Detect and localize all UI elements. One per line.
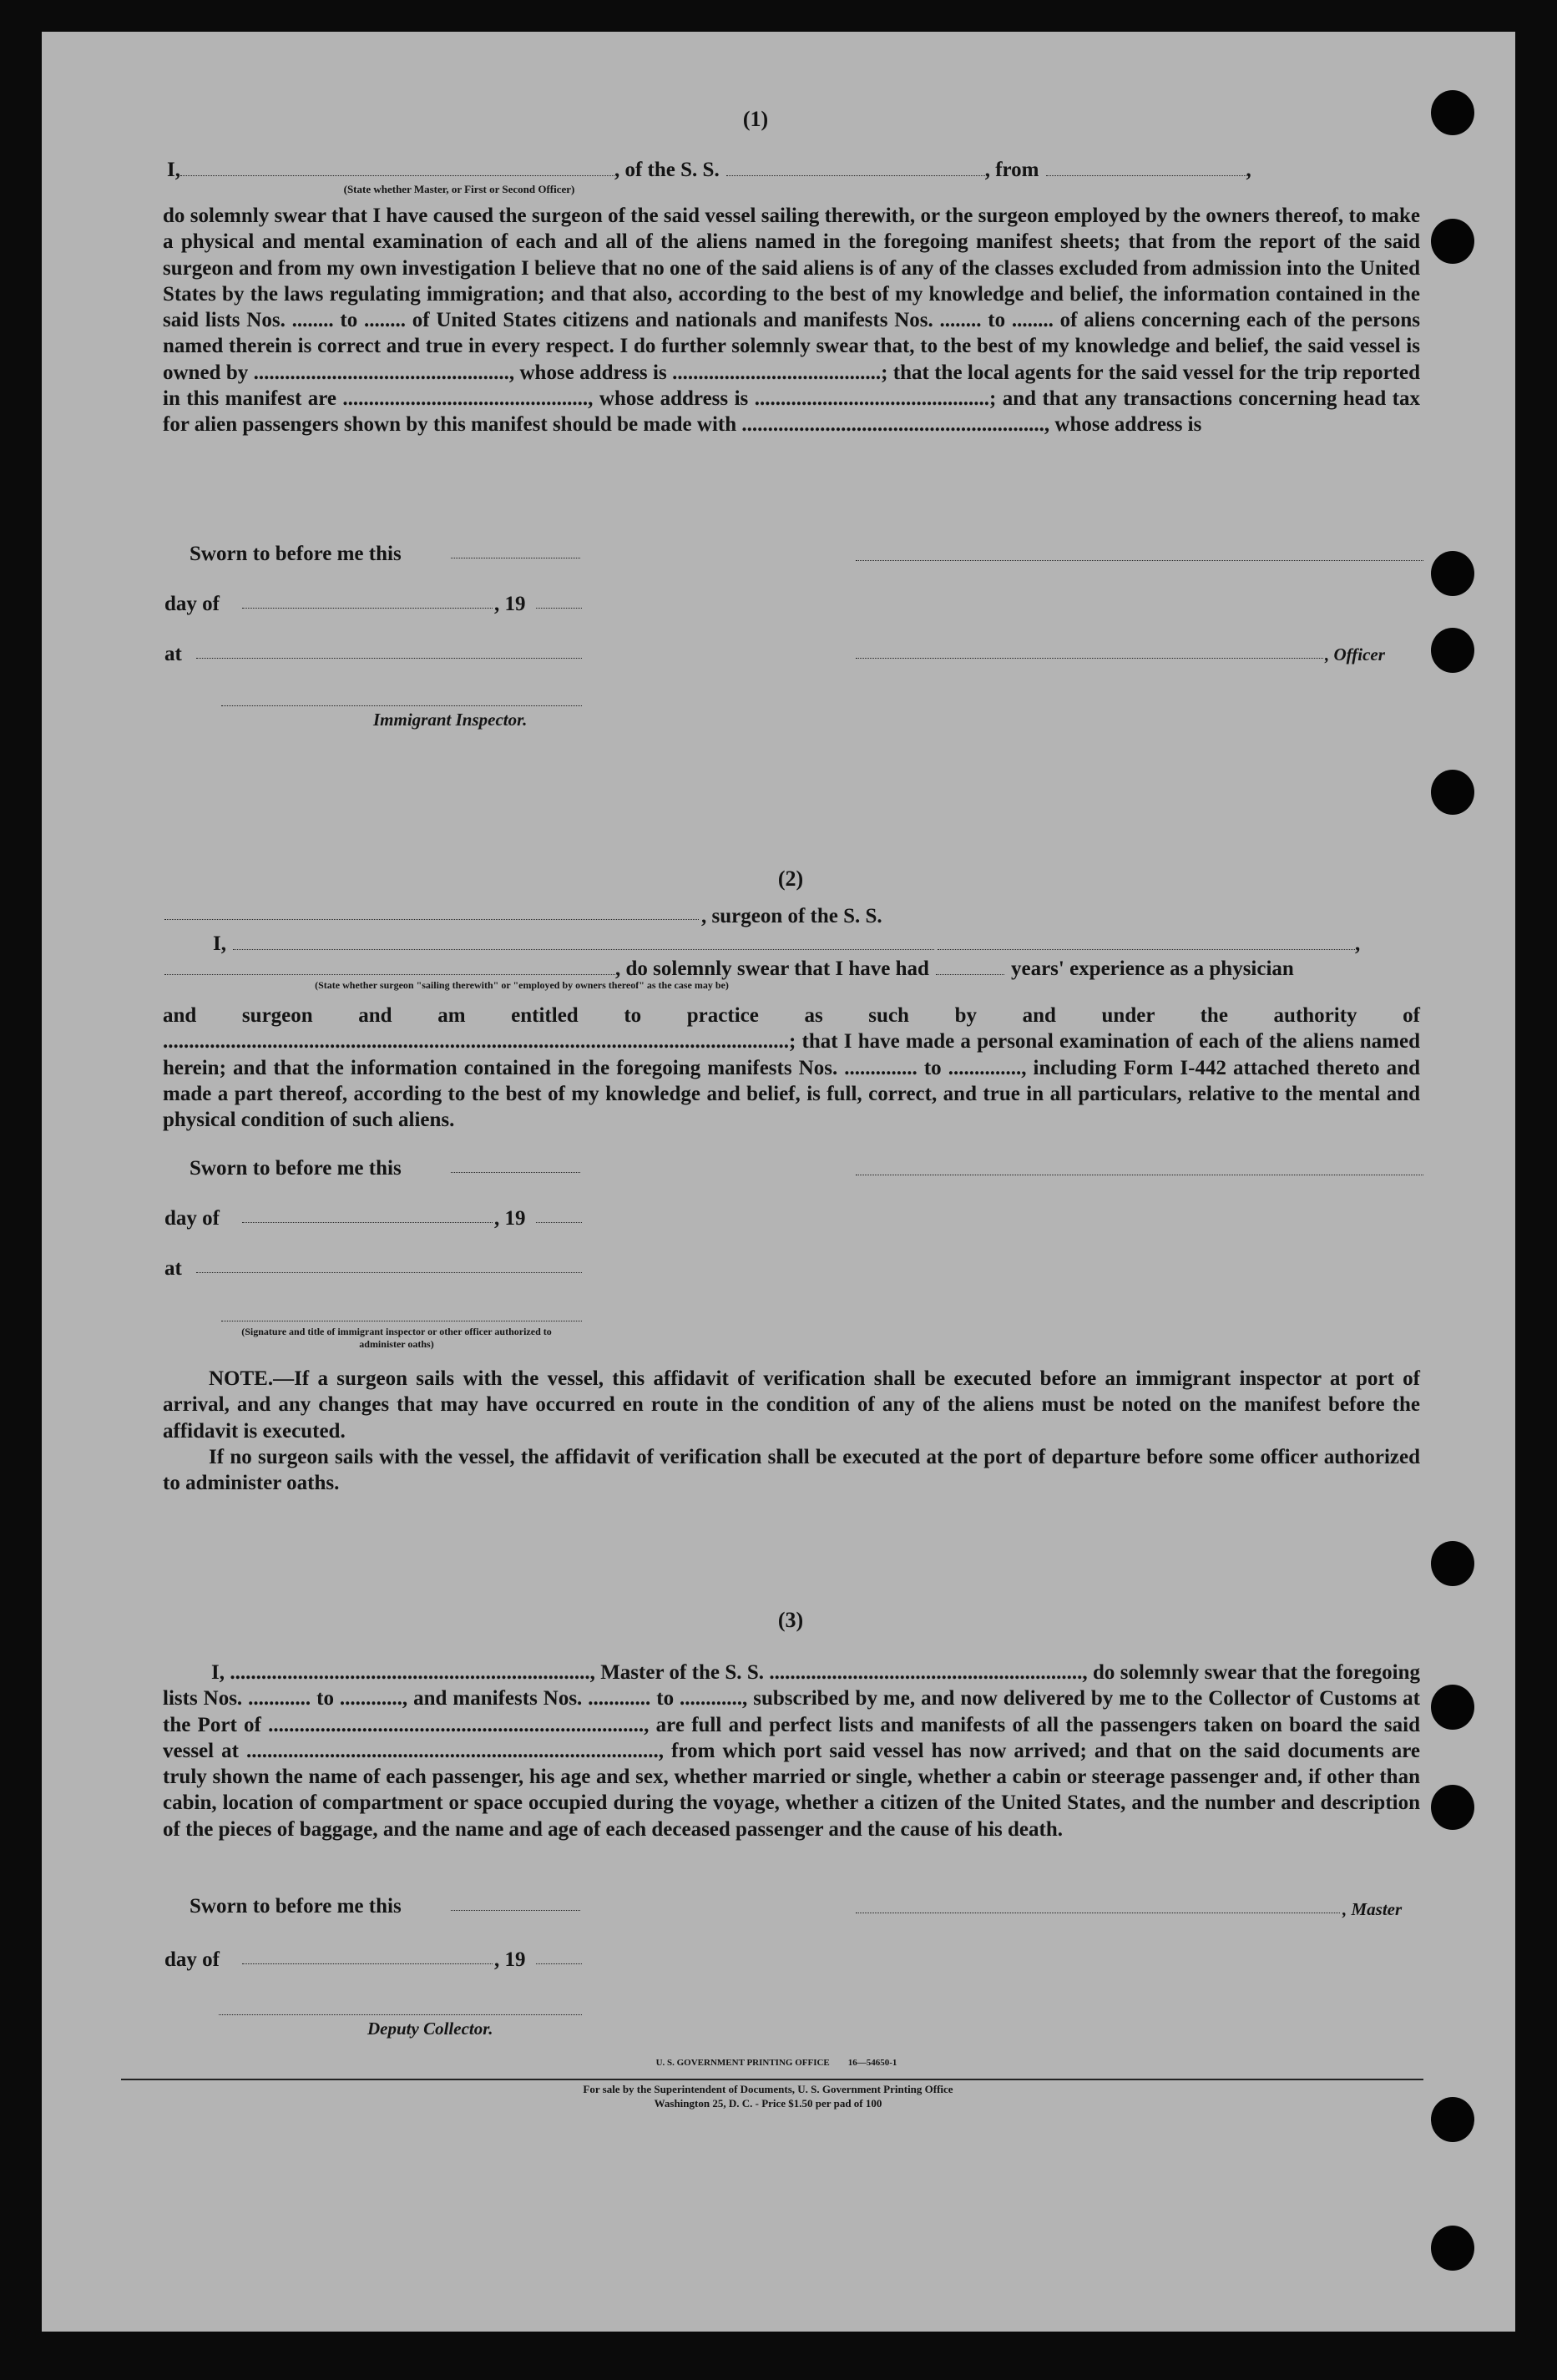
year-field-2[interactable] [536,1222,582,1223]
officer-name-field[interactable] [180,157,614,176]
year-label-1: , 19 [494,593,526,615]
officer-caption: , Officer [1325,644,1385,664]
day-of-field-3[interactable] [242,1963,493,1964]
from-port-field[interactable] [1046,157,1246,176]
surgeon-name-field[interactable] [233,931,934,950]
day-of-label-2: day of [164,1207,220,1230]
master-caption: (State whether Master, or First or Second Officer) [343,183,575,195]
section-3-paragraph: I, ....................................................................., Master of the S. S. ............................................................, do solemnly swear that the foregoing lists Nos. ............ to ............, and manifests Nos. ............ to ............, subscribed by me, and now delivered by me to the Collector of Customs at the Port of ........................................................................, are full and perfect lists and manifests of all the passengers taken on board the said vessel at ..............................................................................., from which port said vessel has now arrived; and that on the said documents are truly shown the name of each passenger, his age and sex, whether married or single, whether a cabin or steerage passenger and, if other than cabin, location of compartment or space occupied during the voyage, whether a citizen of the United States, and the number and description of the pieces of baggage, and the name and age of each deceased passenger and the cause of his death. [163,1661,1420,1841]
years-field[interactable] [936,956,1004,975]
sig-caption: (Signature and title of immigrant inspector or other officer authorized to administer oaths) [241,1326,552,1350]
surgeon-ss-label: , surgeon of the S. S. [701,905,882,927]
punch-hole [1431,1685,1474,1730]
day-of-field-2[interactable] [242,1222,493,1223]
section-1-master-line [167,157,1251,182]
collector-caption: Deputy Collector. [367,2019,493,2039]
surgeon-vessel-field[interactable] [938,931,1355,950]
inspector-caption: Immigrant Inspector. [373,710,528,730]
officer-title-line[interactable] [856,658,1323,659]
surgeon-caption: (State whether surgeon "sailing therewith" or "employed by owners thereof" as the case may be) [315,979,729,991]
inspector-signature-line[interactable] [221,705,582,706]
i-label: I, [167,159,180,181]
sale-line-2: Washington 25, D. C. - Price $1.50 per pad of 100 [654,2097,882,2110]
punch-hole [1431,2097,1474,2142]
solemnly-label: , do solemnly swear that I have had [615,958,929,980]
sworn-date-field-2[interactable] [451,1172,580,1173]
at-field-2[interactable] [196,1272,582,1273]
footer-rule [121,2079,1423,2080]
sworn-date-field-3[interactable] [451,1910,580,1911]
i-label-2: I, [213,932,226,955]
surgeon-name-field-top[interactable] [164,919,699,920]
year-label-2: , 19 [494,1207,526,1230]
day-of-label-3: day of [164,1948,220,1971]
master-caption: , Master [1342,1899,1403,1919]
section-2-experience-line [164,956,1294,981]
section-3-number: (3) [777,1608,804,1632]
section-2-number: (2) [777,867,804,891]
collector-signature-line[interactable] [219,2014,582,2015]
section-1-number: (1) [742,107,769,131]
surgeon-status-field[interactable] [164,956,615,975]
form-page [42,32,1515,2332]
at-label-1: at [164,643,182,665]
year-label-3: , 19 [494,1948,526,1971]
sale-line-1: For sale by the Superintendent of Documents, U. S. Government Printing Office [583,2083,953,2095]
section-2-paragraph: and surgeon and am entitled to practice as such by and under the authority of ........................................................................................................................; that I have made a personal examination of each of the aliens named herein; and that the information contained in the foregoing manifests Nos. .............. to .............., including Form I-442 attached thereto and made a part thereof, according to the best of my knowledge and belief, is full, correct, and true in all particulars, relative to the mental and physical condition of such aliens. [163,1004,1420,1132]
year-field-3[interactable] [536,1963,582,1964]
punch-hole [1431,219,1474,264]
sworn-label-3: Sworn to before me this [190,1895,402,1918]
experience-label: years' experience as a physician [1010,958,1294,980]
section-2-surgeon-line [213,931,1360,956]
note-paragraph-2: If no surgeon sails with the vessel, the affidavit of verification shall be executed at the port of departure before some officer authorized to administer oaths. [163,1446,1420,1495]
note-paragraph: NOTE.—If a surgeon sails with the vessel, this affidavit of verification shall be executed before an immigrant inspector at port of arrival, and any changes that may have occurred en route in the condition of any of the aliens must be noted on the manifest before the affidavit is executed. [163,1367,1420,1443]
punch-hole [1431,90,1474,135]
officer-signature-line[interactable] [856,560,1423,561]
line-end-comma-2: , [1354,932,1361,955]
punch-hole [1431,628,1474,673]
punch-hole [1431,770,1474,815]
line-end-comma: , [1246,159,1251,181]
gpo-imprint: U. S. GOVERNMENT PRINTING OFFICE 16—54650-1 [655,2058,897,2068]
ss-label: , of the S. S. [614,159,720,181]
at-label-2: at [164,1257,182,1280]
sworn-label-1: Sworn to before me this [190,543,402,565]
sworn-label-2: Sworn to before me this [190,1157,402,1180]
day-of-label-1: day of [164,593,220,615]
at-field-1[interactable] [196,658,582,659]
vessel-name-field[interactable] [726,157,985,176]
section-1-paragraph: do solemnly swear that I have caused the surgeon of the said vessel sailing therewith, or the surgeon employed by the owners thereof, to make a physical and mental examination of each and all of the aliens named in the foregoing manifest sheets; that from the report of the said surgeon and from my own investigation I believe that no one of the said aliens is of any of the classes excluded from admission into the United States by the laws regulating immigration; and that also, according to the best of my knowledge and belief, the information contained in the said lists Nos. ........ to ........ of United States citizens and nationals and manifests Nos. ........ to ........ of aliens concerning each of the persons named therein is correct and true in every respect. I do further solemnly swear that, to the best of my knowledge and belief, the said vessel is owned by ................................................., whose address is ........................................; that the local agents for the said vessel for the trip reported in this manifest are ..............................................., whose address is .............................................; and that any transactions concerning head tax for alien passengers shown by this manifest should be made with .........................................................., whose address is [163,205,1420,437]
punch-hole [1431,1785,1474,1830]
day-of-field-1[interactable] [242,608,493,609]
year-field-1[interactable] [536,608,582,609]
punch-hole [1431,2226,1474,2271]
punch-hole [1431,1541,1474,1586]
punch-hole [1431,551,1474,596]
from-label: , from [984,159,1039,181]
